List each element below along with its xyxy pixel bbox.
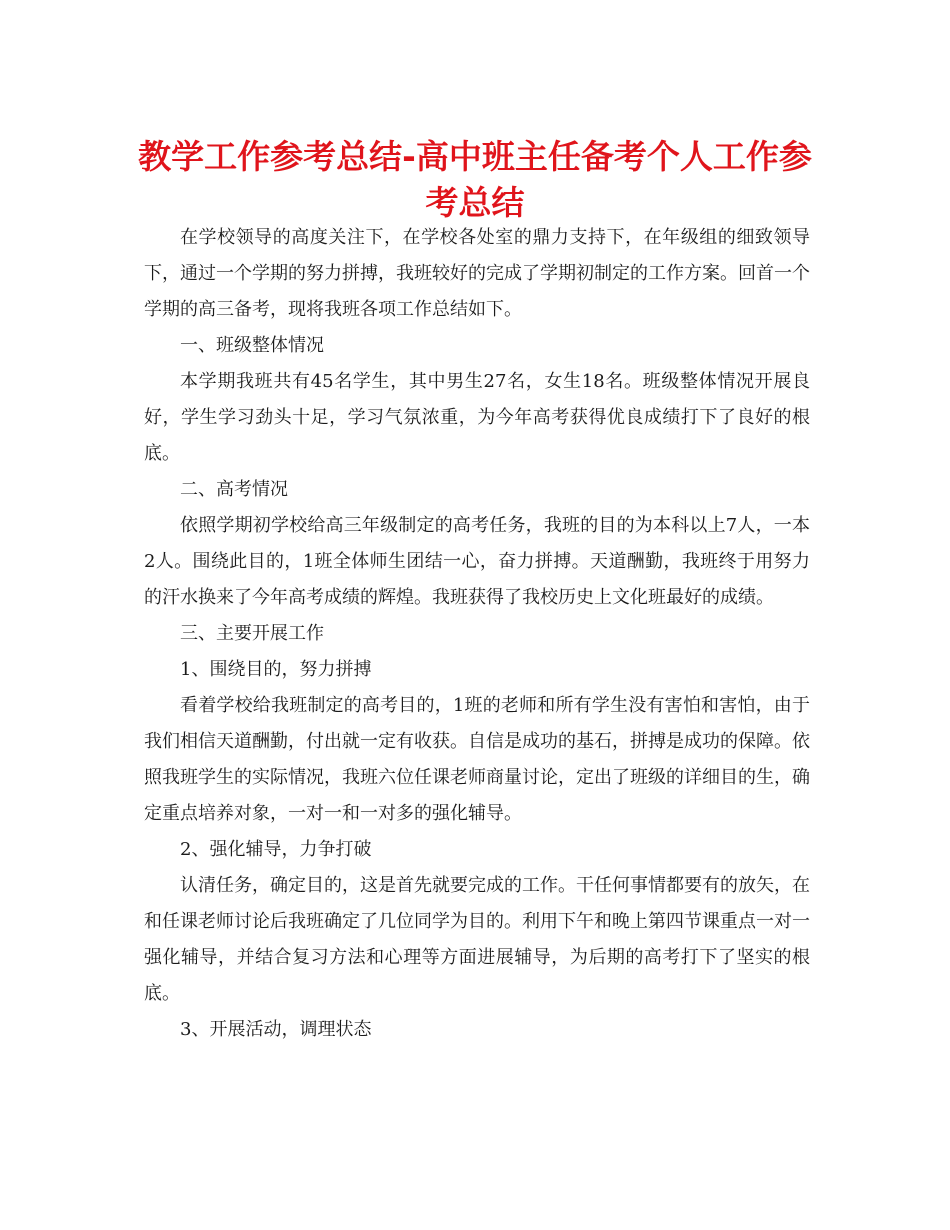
subheading-goal-focus: 1、围绕目的，努力拼搏	[180, 659, 372, 680]
paragraph-tutoring: 认清任务，确定目的，这是首先就要完成的工作。干任何事情都要有的放矢，在和任课老师讨论后我班确定了几位同学为目的。利用下午和晚上第四节课重点一对一强化辅导，并结合复习方法和心理等方面进展辅导，为后期的高考打下了坚实的根底。	[144, 875, 810, 1004]
paragraph-goal-focus: 看着学校给我班制定的高考目的，1班的老师和所有学生没有害怕和害怕，由于我们相信天道酬勤，付出就一定有收获。自信是成功的基石，拼搏是成功的保障。依照我班学生的实际情况，我班六位任课老师商量讨论，定出了班级的详细目的生，确定重点培养对象，一对一和一对多的强化辅导。	[144, 695, 810, 824]
document-body	[144, 220, 810, 1048]
paragraph-intro: 在学校领导的高度关注下，在学校各处室的鼎力支持下，在年级组的细致领导下，通过一个学期的努力拼搏，我班较好的完成了学期初制定的工作方案。回首一个学期的高三备考，现将我班各项工作总结如下。	[144, 227, 810, 320]
paragraph-exam-results: 依照学期初学校给高三年级制定的高考任务，我班的目的为本科以上7人，一本2人。围绕此目的，1班全体师生团结一心，奋力拼搏。天道酬勤，我班终于用努力的汗水换来了今年高考成绩的辉煌。我班获得了我校历史上文化班最好的成绩。	[144, 515, 810, 608]
paragraph-class-overview: 本学期我班共有45名学生，其中男生27名，女生18名。班级整体情况开展良好，学生学习劲头十足，学习气氛浓重，为今年高考获得优良成绩打下了良好的根底。	[144, 371, 810, 464]
document-title: 教学工作参考总结-高中班主任备考个人工作参考总结	[138, 137, 812, 222]
section-heading-class-overview: 一、班级整体情况	[180, 335, 324, 356]
subheading-activities: 3、开展活动，调理状态	[180, 1019, 372, 1040]
section-heading-exam-results: 二、高考情况	[180, 479, 288, 500]
section-heading-main-work: 三、主要开展工作	[180, 623, 324, 644]
subheading-tutoring: 2、强化辅导，力争打破	[180, 839, 372, 860]
